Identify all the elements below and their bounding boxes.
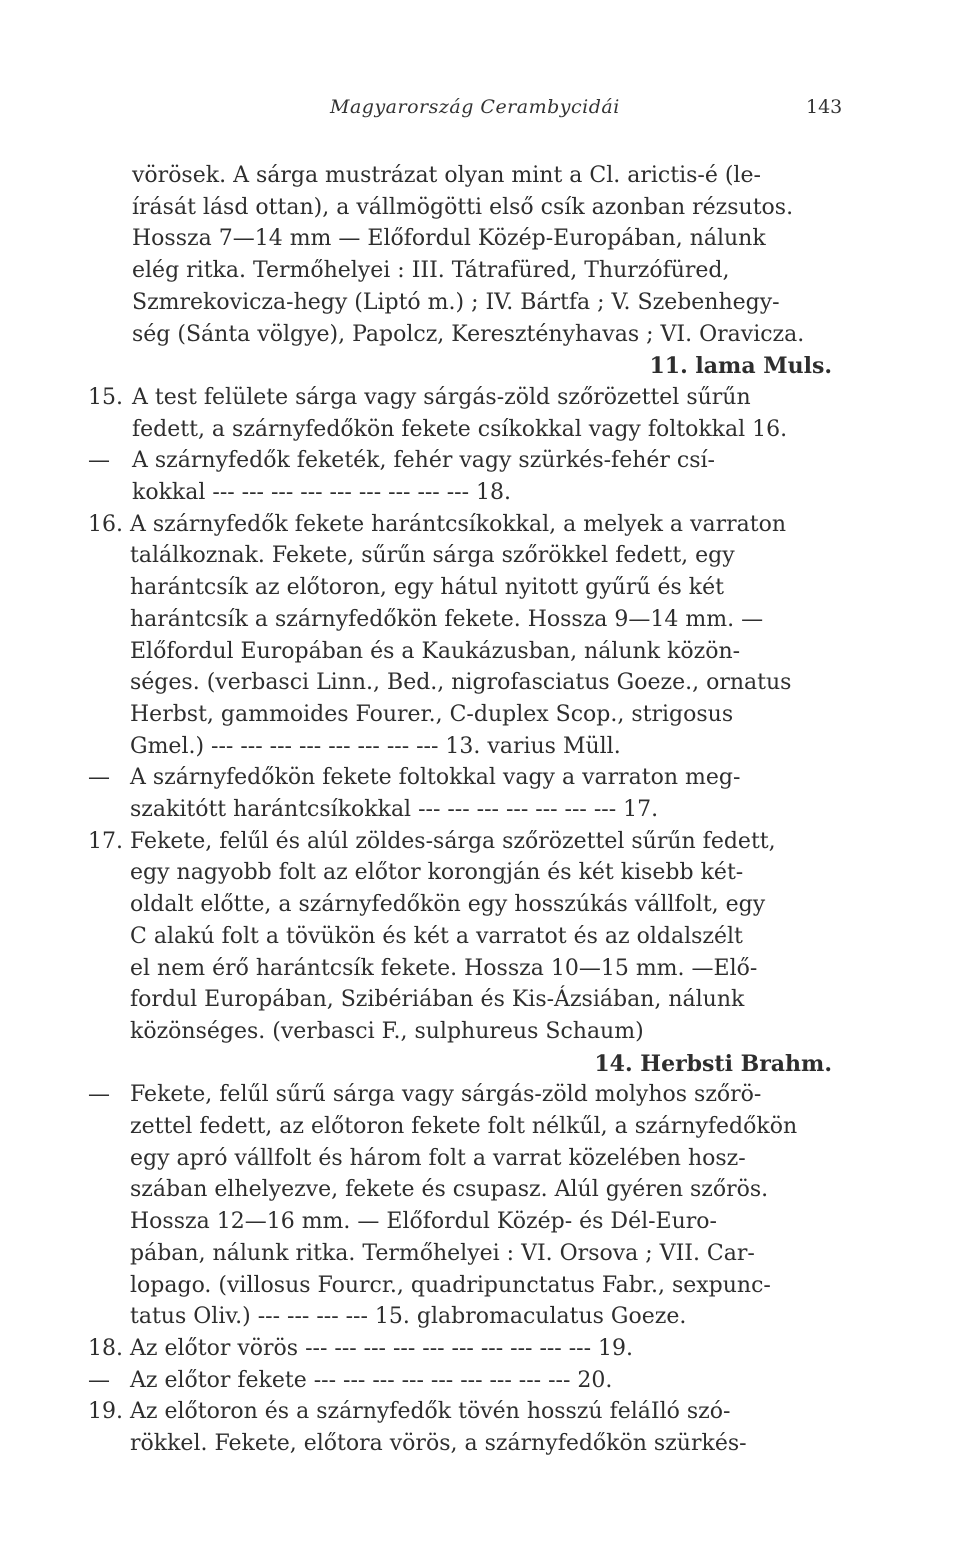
text-line: A szárnyfedők feketék, fehér vagy szürkés-fehér csí- (132, 448, 715, 473)
text-line: egy apró vállfolt és három folt a varrat közelében hosz- (130, 1146, 746, 1171)
running-title: Magyarország Cerambycidái (330, 96, 620, 118)
text-line: szakitótt harántcsíkokkal --- --- --- --- --- --- --- 17. (130, 797, 659, 822)
text-line: egy nagyobb folt az előtor korongján és két kisebb két- (130, 860, 744, 885)
line-marker: — (88, 1368, 110, 1393)
line-marker: — (88, 765, 110, 790)
text-line: Az előtor fekete --- --- --- --- --- --- --- --- --- 20. (130, 1368, 613, 1393)
text-line: ség (Sánta völgye), Papolcz, Keresztényhavas ; VI. Oravicza. (132, 322, 805, 347)
page-header (0, 92, 960, 128)
text-line: harántcsík az előtoron, egy hátul nyitott gyűrű és két (130, 575, 724, 600)
line-marker: 17. (88, 829, 123, 854)
line-marker: — (88, 1082, 110, 1107)
text-line: el nem érő harántcsík fekete. Hossza 10—15 mm. —Elő- (130, 956, 758, 981)
line-marker: 16. (88, 512, 123, 537)
text-line: elég ritka. Termőhelyei : III. Tátrafüred, Thurzófüred, (132, 258, 730, 283)
text-line: Hossza 12—16 mm. — Előfordul Közép- és Dél-Euro- (130, 1209, 717, 1234)
text-line: fedett, a szárnyfedőkön fekete csíkokkal vagy foltokkal 16. (132, 417, 788, 442)
text-line: Az előtoron és a szárnyfedők tövén hosszú feláIló szó- (130, 1399, 731, 1424)
text-line: C alakú folt a tövükön és két a varratot és az oldalszélt (130, 924, 743, 949)
line-marker: 19. (88, 1399, 123, 1424)
text-line: Szmrekovicza-hegy (Liptó m.) ; IV. Bártfa ; V. Szebenhegy- (132, 290, 780, 315)
text-line: lopago. (villosus Fourcr., quadripunctatus Fabr., sexpunc- (130, 1273, 771, 1298)
text-line: írását lásd ottan), a vállmögötti első csík azonban rézsutos. (132, 195, 794, 220)
text-line: Előfordul Europában és a Kaukázusban, nálunk közön- (130, 639, 741, 664)
species-heading: 11. lama Muls. (649, 353, 832, 379)
text-line: Fekete, felűl és alúl zöldes-sárga szőrözettel sűrűn fedett, (130, 829, 776, 854)
text-line: A szárnyfedőkön fekete foltokkal vagy a varraton meg- (130, 765, 741, 790)
text-line: séges. (verbasci Linn., Bed., nigrofasciatus Goeze., ornatus (130, 670, 792, 695)
text-line: pában, nálunk ritka. Termőhelyei : VI. Orsova ; VII. Car- (130, 1241, 755, 1266)
text-line: A szárnyfedők fekete harántcsíkokkal, a melyek a varraton (130, 512, 786, 537)
text-line: Fekete, felűl sűrű sárga vagy sárgás-zöld molyhos szőrö- (130, 1082, 762, 1107)
text-line: Herbst, gammoides Fourer., C-duplex Scop., strigosus (130, 702, 734, 727)
line-marker: — (88, 448, 110, 473)
line-marker: 15. (88, 385, 123, 410)
text-line: kokkal --- --- --- --- --- --- --- --- --- 18. (132, 480, 512, 505)
text-line: oldalt előtte, a szárnyfedőkön egy hosszúkás vállfolt, egy (130, 892, 766, 917)
text-line: közönséges. (verbasci F., sulphureus Schaum) (130, 1019, 644, 1044)
text-line: vörösek. A sárga mustrázat olyan mint a Cl. arictis-é (le- (132, 163, 761, 188)
species-heading: 14. Herbsti Brahm. (594, 1051, 832, 1077)
text-line: A test felülete sárga vagy sárgás-zöld szőrözettel sűrűn (132, 385, 751, 410)
text-line: Hossza 7—14 mm — Előfordul Közép-Europában, nálunk (132, 226, 766, 251)
page-number: 143 (806, 96, 843, 118)
text-line: Az előtor vörös --- --- --- --- --- --- --- --- --- --- 19. (130, 1336, 634, 1361)
text-line: Gmel.) --- --- --- --- --- --- --- --- 13. varius Müll. (130, 734, 621, 759)
text-line: fordul Europában, Szibériában és Kis-Ázsiában, nálunk (130, 987, 745, 1012)
text-line: rökkel. Fekete, előtora vörös, a szárnyfedőkön szürkés- (130, 1431, 747, 1456)
line-marker: 18. (88, 1336, 123, 1361)
text-line: harántcsík a szárnyfedőkön fekete. Hossza 9—14 mm. — (130, 607, 764, 632)
text-line: találkoznak. Fekete, sűrűn sárga szőrökkel fedett, egy (130, 543, 735, 568)
text-line: zettel fedett, az előtoron fekete folt nélkűl, a szárnyfedőkön (130, 1114, 798, 1139)
text-line: tatus Oliv.) --- --- --- --- 15. glabromaculatus Goeze. (130, 1304, 687, 1329)
text-line: szában elhelyezve, fekete és csupasz. Alúl gyéren szőrös. (130, 1177, 769, 1202)
